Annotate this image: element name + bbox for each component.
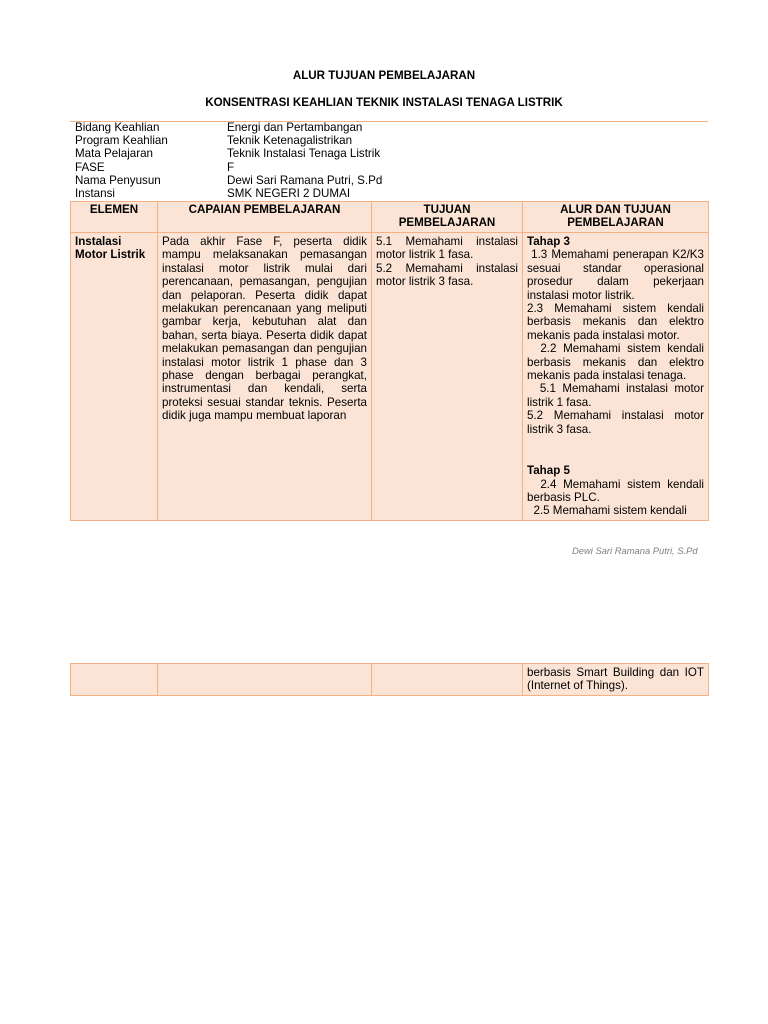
- meta-value: F: [227, 160, 235, 174]
- meta-label: Program Keahlian: [75, 134, 168, 148]
- meta-row: [75, 187, 705, 200]
- meta-label: Nama Penyusun: [75, 173, 161, 187]
- stage-label: Tahap 3: [527, 235, 570, 248]
- meta-value: Dewi Sari Ramana Putri, S.Pd: [227, 173, 383, 187]
- meta-row: [75, 174, 705, 187]
- tujuan-item: 5.2 Memahami instalasi motor listrik 3 fasa.: [376, 261, 518, 289]
- meta-row: [75, 147, 705, 160]
- table-header-row: [71, 202, 709, 233]
- meta-row: [75, 134, 705, 147]
- meta-row: [75, 161, 705, 174]
- meta-row: [75, 121, 705, 134]
- alur-item: 2.3 Memahami sistem kendali berbasis mekanis dan elektro mekanis pada instalasi motor.: [527, 302, 708, 342]
- meta-value: SMK NEGERI 2 DUMAI: [227, 187, 351, 201]
- header-elemen: ELEMEN: [71, 202, 158, 233]
- metadata-table: [75, 121, 705, 200]
- cell-tujuan-empty: [372, 664, 523, 696]
- alur-item: 2.4 Memahami sistem kendali berbasis PLC.: [527, 477, 708, 504]
- cell-capaian-empty: [158, 664, 372, 696]
- header-capaian: CAPAIAN PEMBELAJARAN: [158, 202, 372, 233]
- meta-value: Teknik Ketenagalistrikan: [227, 134, 353, 148]
- alur-item: 2.5 Memahami sistem kendali: [527, 504, 687, 518]
- alur-item: 5.1 Memahami instalasi motor listrik 1 fasa.: [527, 382, 708, 409]
- continuation-table: [70, 663, 709, 696]
- stage-label: Tahap 5: [527, 464, 570, 478]
- cell-alur-continuation: berbasis Smart Building dan IOT (Internet of Things).: [523, 664, 709, 696]
- table-row: [71, 233, 709, 521]
- spacer: [527, 436, 704, 464]
- learning-table: [70, 201, 709, 521]
- table-row: [71, 664, 709, 696]
- alur-item: 1.3 Memahami penerapan K2/K3 sesuai standar operasional prosedur dalam pekerjaan instalasi motor listrik.: [527, 248, 708, 302]
- alur-item: 2.2 Memahami sistem kendali berbasis mekanis dan elektro mekanis pada instalasi tenaga.: [527, 342, 708, 383]
- header-tujuan: TUJUAN PEMBELAJARAN: [372, 202, 523, 233]
- cell-capaian: Pada akhir Fase F, peserta didik mampu melaksanakan pemasangan instalasi motor listrik mulai dari perencanaan, pemasangan, pengujian dan pelaporan. Peserta didik dapat melakukan perencanaan yang meliputi gambar kerja, kebutuhan alat dan bahan, serta biaya. Peserta didik dapat melakukan pemasangan dan pengujian instalasi motor listrik 1 phase dan 3 phase dengan berbagai perangkat, instrumentasi dan kendali, serta proteksi sesuai standar teknis. Peserta didik juga mampu membuat laporan: [158, 233, 372, 521]
- tujuan-item: 5.1 Memahami instalasi motor listrik 1 fasa.: [376, 235, 518, 262]
- cell-tujuan: [372, 233, 523, 521]
- alur-item: 5.2 Memahami instalasi motor listrik 3 fasa.: [527, 409, 708, 436]
- page-footer: Dewi Sari Ramana Putri, S.Pd: [572, 545, 698, 556]
- document-subtitle: KONSENTRASI KEAHLIAN TEKNIK INSTALASI TENAGA LISTRIK: [205, 96, 563, 109]
- meta-value: Teknik Instalasi Tenaga Listrik: [227, 147, 381, 161]
- header-alur: ALUR DAN TUJUAN PEMBELAJARAN: [523, 202, 709, 233]
- document-title: ALUR TUJUAN PEMBELAJARAN: [292, 69, 476, 82]
- meta-label: FASE: [75, 160, 105, 174]
- cell-alur: [523, 233, 709, 521]
- meta-label: Mata Pelajaran: [75, 147, 153, 161]
- cell-elemen: Instalasi Motor Listrik: [71, 233, 158, 521]
- meta-value: Energi dan Pertambangan: [227, 121, 363, 134]
- meta-label: Bidang Keahlian: [75, 121, 160, 134]
- meta-label: Instansi: [75, 187, 115, 201]
- cell-elemen-empty: [71, 664, 158, 696]
